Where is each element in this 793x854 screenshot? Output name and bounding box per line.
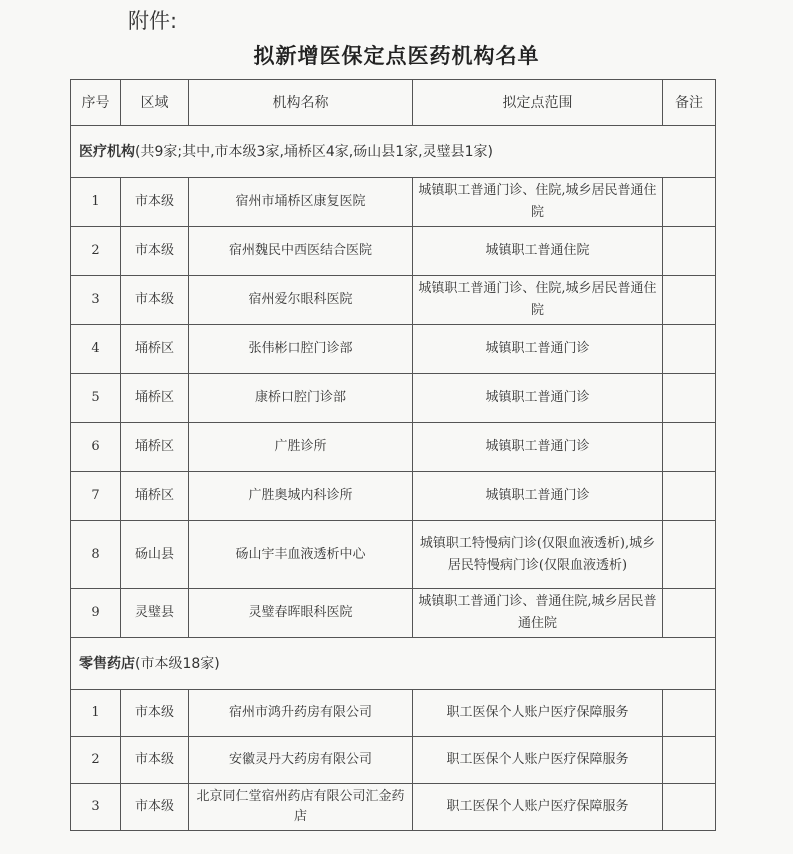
row-name: 张伟彬口腔门诊部 [189,325,413,374]
table-row [71,178,716,227]
row-no: 7 [71,472,121,521]
section-pharmacy [71,638,716,690]
row-name: 康桥口腔门诊部 [189,374,413,423]
row-note [663,737,716,784]
row-name: 北京同仁堂宿州药店有限公司汇金药店 [189,784,413,831]
header-region: 区域 [121,80,189,126]
attachment-label: 附件: [128,9,178,33]
row-scope: 职工医保个人账户医疗保障服务 [413,784,663,831]
row-region: 市本级 [121,276,189,325]
row-note [663,472,716,521]
row-no: 2 [71,227,121,276]
row-name: 宿州爱尔眼科医院 [189,276,413,325]
row-name: 安徽灵丹大药房有限公司 [189,737,413,784]
row-region: 砀山县 [121,521,189,589]
table-row [71,690,716,737]
row-scope: 城镇职工普通门诊 [413,374,663,423]
row-region: 埇桥区 [121,325,189,374]
row-region: 市本级 [121,227,189,276]
row-scope: 城镇职工普通门诊 [413,472,663,521]
row-name: 广胜奥城内科诊所 [189,472,413,521]
table-row [71,374,716,423]
table-row [71,784,716,831]
row-region: 灵璧县 [121,589,189,638]
section-medical-heading: 医疗机构 [79,143,135,160]
row-scope: 职工医保个人账户医疗保障服务 [413,690,663,737]
row-region: 埇桥区 [121,472,189,521]
row-region: 埇桥区 [121,423,189,472]
row-region: 市本级 [121,690,189,737]
row-scope: 城镇职工普通门诊 [413,325,663,374]
row-no: 6 [71,423,121,472]
row-name: 宿州魏民中西医结合医院 [189,227,413,276]
row-note [663,374,716,423]
row-note [663,589,716,638]
row-note [663,227,716,276]
row-name: 宿州市埇桥区康复医院 [189,178,413,227]
row-scope: 城镇职工普通门诊 [413,423,663,472]
row-no: 1 [71,178,121,227]
section-row-medical [71,126,716,178]
row-scope: 城镇职工特慢病门诊(仅限血液透析),城乡居民特慢病门诊(仅限血液透析) [413,521,663,589]
header-name: 机构名称 [189,80,413,126]
row-no: 1 [71,690,121,737]
row-note [663,325,716,374]
row-name: 砀山宇丰血液透析中心 [189,521,413,589]
table-header [71,80,716,126]
row-no: 4 [71,325,121,374]
row-scope: 城镇职工普通门诊、住院,城乡居民普通住院 [413,276,663,325]
table-row [71,325,716,374]
section-medical [71,126,716,178]
table-row [71,472,716,521]
row-note [663,178,716,227]
section-pharmacy-summary: (市本级18家) [135,655,220,672]
institution-table [70,79,716,831]
row-scope: 城镇职工普通门诊、住院,城乡居民普通住院 [413,178,663,227]
row-note [663,423,716,472]
row-name: 广胜诊所 [189,423,413,472]
row-no: 3 [71,276,121,325]
header-note: 备注 [663,80,716,126]
row-scope: 城镇职工普通住院 [413,227,663,276]
table-row [71,737,716,784]
row-no: 5 [71,374,121,423]
row-no: 8 [71,521,121,589]
row-region: 市本级 [121,737,189,784]
header-scope: 拟定点范围 [413,80,663,126]
row-no: 2 [71,737,121,784]
header-no: 序号 [71,80,121,126]
row-scope: 城镇职工普通门诊、普通住院,城乡居民普通住院 [413,589,663,638]
document-title: 拟新增医保定点医药机构名单 [253,44,540,68]
table-row [71,589,716,638]
section-row-pharmacy [71,638,716,690]
row-no: 3 [71,784,121,831]
row-name: 灵璧春晖眼科医院 [189,589,413,638]
row-note [663,690,716,737]
table-row [71,521,716,589]
row-name: 宿州市鸿升药房有限公司 [189,690,413,737]
row-no: 9 [71,589,121,638]
row-region: 埇桥区 [121,374,189,423]
row-region: 市本级 [121,784,189,831]
table-row [71,423,716,472]
row-note [663,521,716,589]
section-medical-summary: (共9家;其中,市本级3家,埇桥区4家,砀山县1家,灵璧县1家) [135,143,493,160]
section-pharmacy-heading: 零售药店 [79,655,135,672]
row-region: 市本级 [121,178,189,227]
row-scope: 职工医保个人账户医疗保障服务 [413,737,663,784]
table-row [71,276,716,325]
row-note [663,784,716,831]
row-note [663,276,716,325]
table-row [71,227,716,276]
